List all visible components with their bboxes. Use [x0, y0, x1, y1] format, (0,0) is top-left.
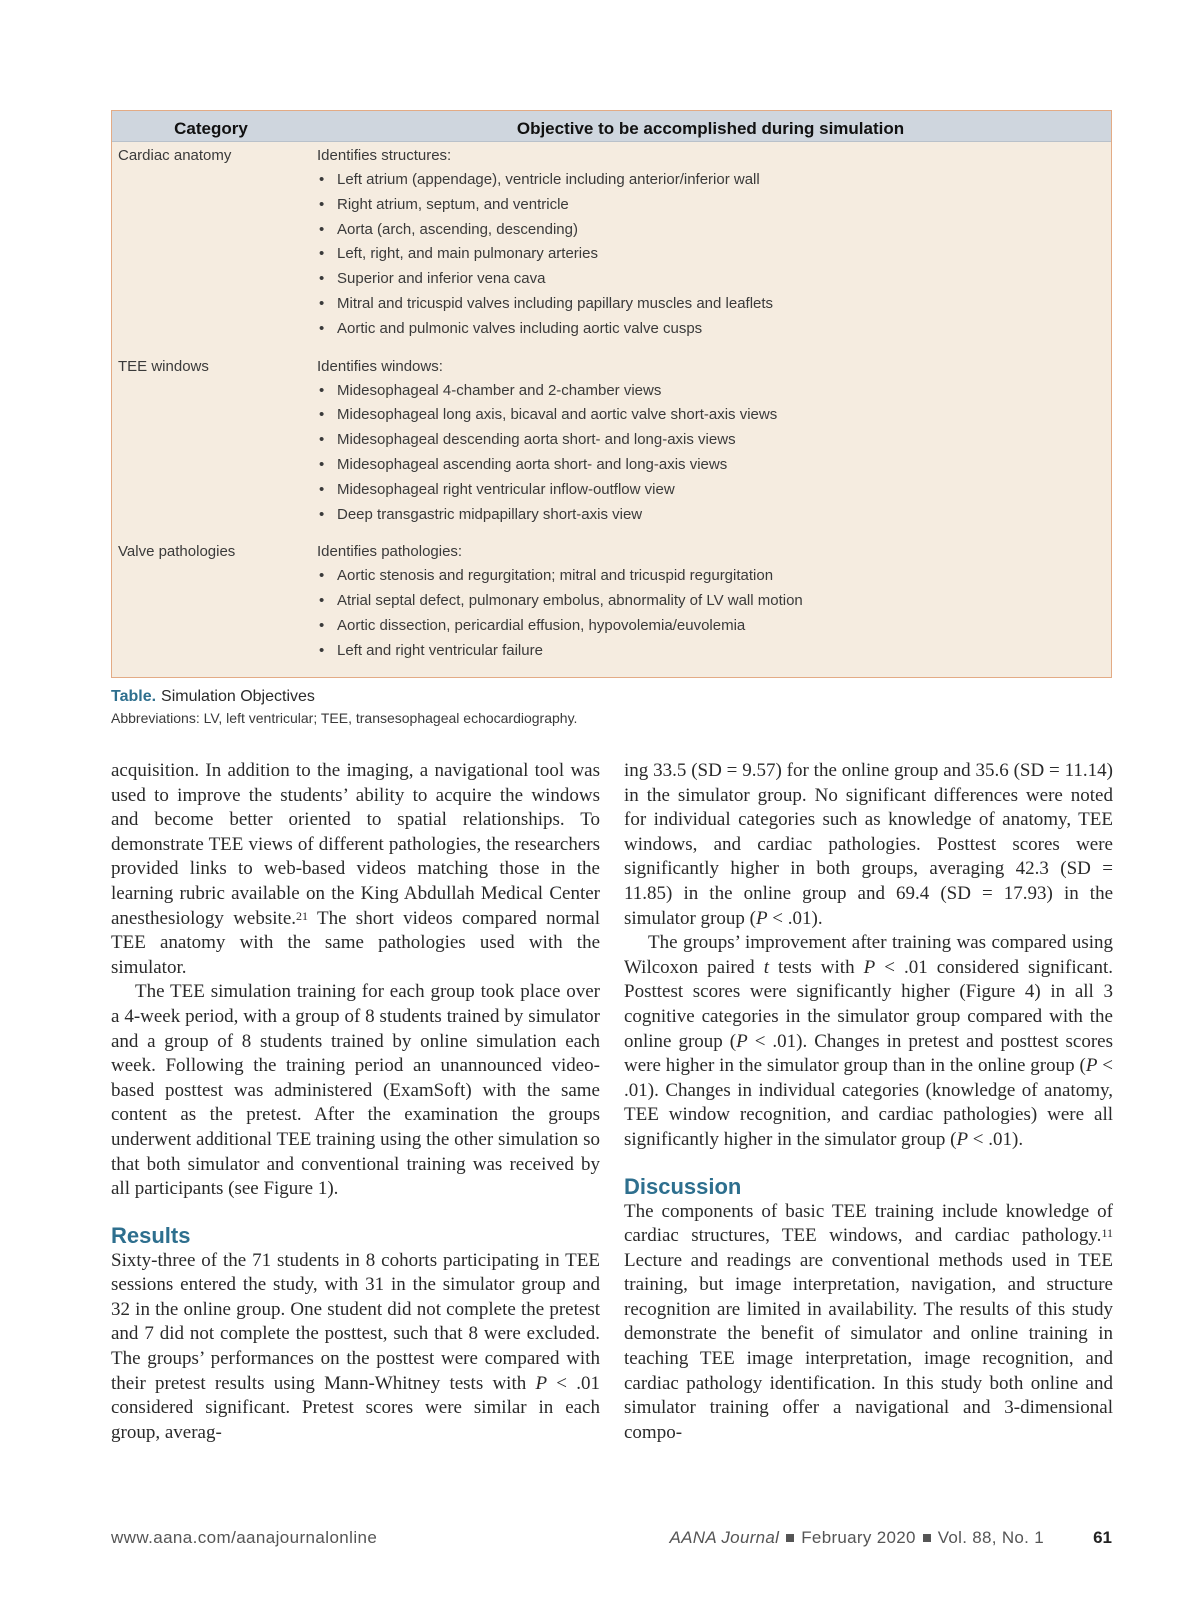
left-column [111, 759, 600, 1445]
table-caption [111, 686, 577, 728]
text-span: < .01). [968, 1128, 1024, 1150]
text-span: Lecture and readings are conventional methods used in TEE training, but image interpretation, navigation, and structure recognition are limited in availability. The results of this study demonstrate the benefit of simulator and online training in teaching TEE image interpretation, image recognition, and cardiac pathology identification. In this study both online and simulator training offer a navigational and 3-dimensional compo- [624, 1249, 1113, 1443]
volume-issue: Vol. 88, No. 1 [937, 1528, 1044, 1547]
page-footer [111, 1528, 1112, 1554]
list-item: • Left atrium (appendage), ventricle including anterior/inferior wall [317, 168, 1111, 193]
italic-p: P [736, 1030, 748, 1052]
list-item: • Aorta (arch, ascending, descending) [317, 218, 1111, 243]
journal-citation [670, 1528, 1045, 1548]
list-item: • Superior and inferior vena cava [317, 267, 1111, 292]
separator-square-icon [786, 1534, 794, 1542]
table-row-cardiac-anatomy [112, 144, 1111, 342]
journal-url[interactable]: www.aana.com/aanajournalonline [111, 1528, 378, 1547]
list-item: • Atrial septal defect, pulmonary embolus, abnormality of LV wall motion [317, 589, 1111, 614]
list-item: • Deep transgastric midpapillary short-axis view [317, 503, 1111, 528]
text-span: < .01 considered significant. Pretest scores were similar in each group, averag- [111, 1372, 600, 1443]
text-span: The short videos compared normal TEE anatomy with the same pathologies used with the simulator. [111, 907, 600, 978]
text-span: < .01). Changes in pretest and posttest scores were higher in the simulator group than in the online group ( [624, 1030, 1113, 1077]
table-header [112, 111, 1111, 142]
text-span: < .01 considered significant. Posttest scores were significantly higher (Figure 4) in all 3 cognitive categories in the simulator group compared with the online group ( [624, 956, 1114, 1052]
list-item: • Midesophageal right ventricular inflow-outflow view [317, 478, 1111, 503]
paragraph [624, 931, 1113, 1152]
paragraph [624, 759, 1113, 931]
list-item: • Midesophageal 4-chamber and 2-chamber views [317, 379, 1111, 404]
header-category: Category [174, 119, 248, 138]
page-number: 61 [1093, 1528, 1112, 1547]
row-intro: Identifies pathologies: [317, 543, 463, 561]
reference-21[interactable]: 21 [296, 908, 309, 923]
reference-11[interactable]: 11 [1101, 1226, 1113, 1241]
table-row-valve-pathologies [112, 540, 1111, 663]
text-span: acquisition. In addition to the imaging, a navigational tool was used to improve the students’ ability to acquire the windows and become better oriented to spatial relationships. To demonstrate TEE views of different pathologies, the researchers provided links to web-based videos matching those in the learning rubric available on the King Abdullah Medical Center anesthesiology website. [111, 760, 600, 929]
paragraph: The TEE simulation training for each group took place over a 4-week period, with a group of 8 students trained by simulator and a group of 8 students trained by online simulation each week. Following the training period an unannounced video-based posttest was administered (ExamSoft) with the same content as the pretest. After the examination the groups underwent additional TEE training using the other simulation so that both simulator and conventional training was received by all participants (see Figure 1). [111, 981, 600, 1200]
list-item: • Left, right, and main pulmonary arteries [317, 242, 1111, 267]
table-row-tee-windows [112, 355, 1111, 528]
caption-abbreviations: Abbreviations: LV, left ventricular; TEE, transesophageal echocardiography. [111, 710, 578, 726]
row-category: Cardiac anatomy [118, 147, 232, 164]
list-item: • Mitral and tricuspid valves including papillary muscles and leaflets [317, 292, 1111, 317]
caption-label: Table. [111, 688, 157, 705]
text-span: The groups’ improvement after training was compared using Wilcoxon paired [624, 932, 1113, 978]
text-span: < .01). Changes in individual categories (knowledge of anatomy, TEE window recognition, and cardiac pathologies) were all significantly higher in the simulator group ( [624, 1055, 1114, 1150]
list-item: • Left and right ventricular failure [317, 639, 1111, 664]
paragraph [624, 1200, 1113, 1446]
paragraph [111, 1249, 600, 1446]
caption-title: Simulation Objectives [161, 688, 315, 705]
objectives-table [111, 110, 1112, 678]
text-span: Sixty-three of the 71 students in 8 cohorts participating in TEE sessions entered the study, with 31 in the simulator group and 32 in the online group. One student did not complete the pretest and 7 did not complete the posttest, such that 8 were excluded. The groups’ performances on the posttest were compared with their pretest results using Mann-Whitney tests with [111, 1249, 600, 1394]
list-item: • Right atrium, septum, and ventricle [317, 193, 1111, 218]
text-span: The components of basic TEE training include knowledge of cardiac structures, TEE windows, and cardiac pathology. [624, 1200, 1113, 1247]
issue-date: February 2020 [801, 1528, 916, 1547]
italic-p: P [863, 956, 876, 978]
italic-p: P [535, 1372, 548, 1394]
row-category: Valve pathologies [118, 543, 236, 561]
separator-square-icon [923, 1534, 931, 1542]
section-heading-results: Results [111, 1222, 191, 1248]
section-heading-discussion: Discussion [624, 1173, 742, 1199]
italic-p: P [755, 907, 768, 929]
text-span: tests with [768, 956, 864, 978]
header-objective: Objective to be accomplished during simulation [516, 119, 905, 138]
list-item: • Aortic stenosis and regurgitation; mitral and tricuspid regurgitation [317, 564, 1111, 589]
italic-p: P [1085, 1055, 1098, 1077]
list-item: • Midesophageal long axis, bicaval and aortic valve short-axis views [317, 403, 1111, 428]
paragraph [111, 759, 600, 980]
right-column [624, 759, 1113, 1445]
journal-name: AANA Journal [669, 1528, 780, 1547]
text-span: < .01). [767, 907, 823, 929]
list-item: • Midesophageal descending aorta short- and long-axis views [317, 428, 1111, 453]
row-intro: Identifies structures: [317, 147, 452, 164]
italic-t: t [763, 956, 769, 978]
list-item: • Aortic and pulmonic valves including aortic valve cusps [317, 317, 1111, 342]
list-item: • Midesophageal ascending aorta short- and long-axis views [317, 453, 1111, 478]
row-intro: Identifies windows: [317, 357, 443, 375]
row-category: TEE windows [118, 357, 209, 375]
text-span: ing 33.5 (SD = 9.57) for the online group and 35.6 (SD = 11.14) in the simulator group. No significant differences were noted for individual categories such as knowledge of anatomy, TEE windows, and cardiac pathologies. Posttest scores were significantly higher in both groups, averaging 42.3 (SD = 11.85) in the online group and 69.4 (SD = 17.93) in the simulator group ( [624, 760, 1113, 929]
list-item: • Aortic dissection, pericardial effusion, hypovolemia/euvolemia [317, 614, 1111, 639]
italic-p: P [956, 1128, 969, 1150]
